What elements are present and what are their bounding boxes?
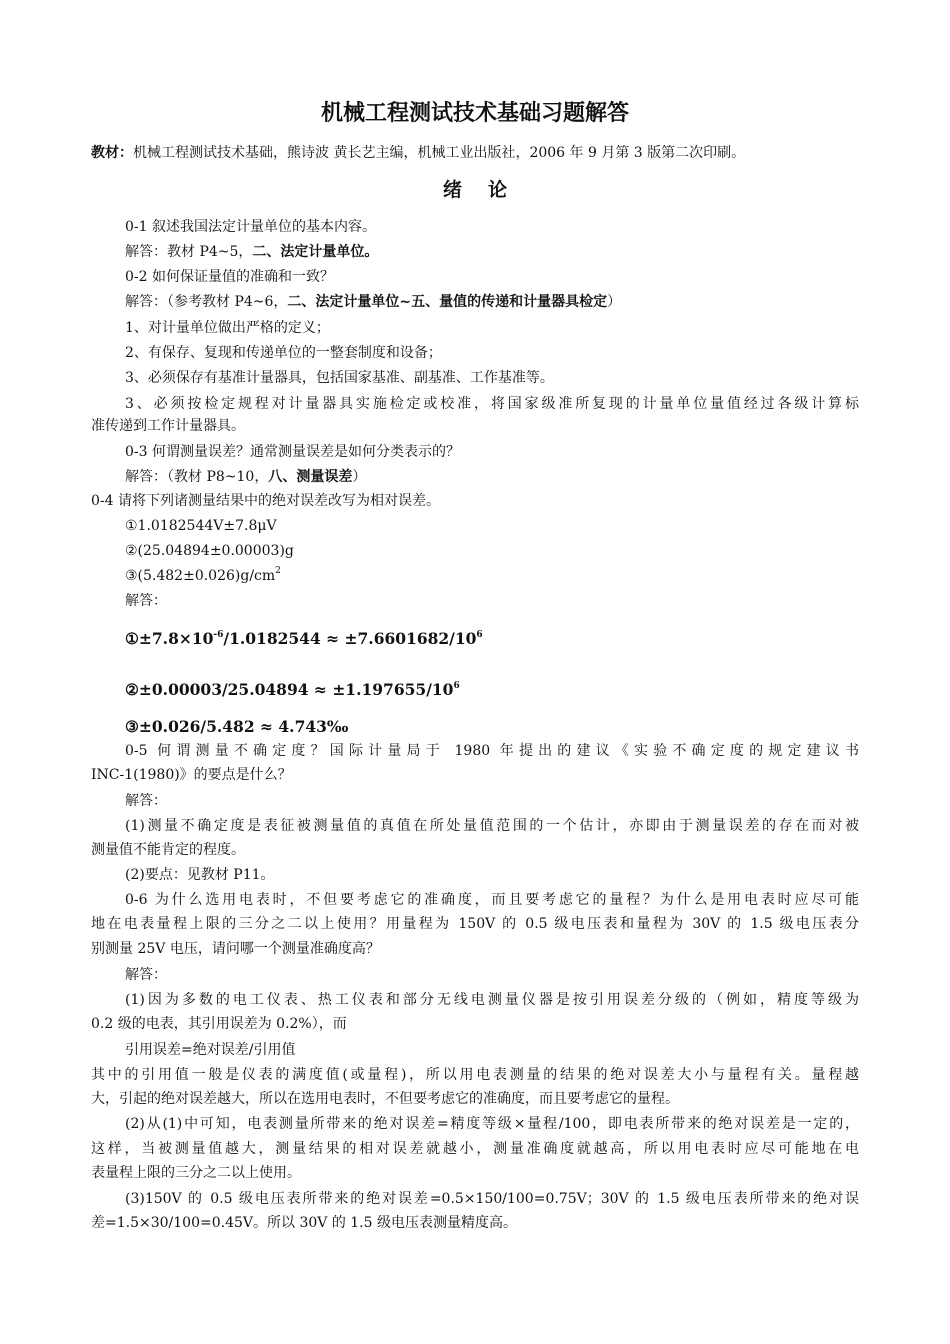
question-0-1: 0-1 叙述我国法定计量单位的基本内容。: [125, 219, 376, 235]
result-1-exponent-1: -6: [213, 629, 224, 640]
question-0-2: 0-2 如何保证量值的准确和一致？: [125, 269, 334, 285]
result-1-exponent-2: 6: [476, 629, 483, 640]
answer-0-2-item-4-line-1: 3、必须按检定规程对计量器具实施检定或校准，将国家级准所复现的计量单位量值经过各级计算标: [125, 396, 859, 412]
question-0-4-item-1: ①1.0182544V±7.8μV: [125, 518, 277, 534]
question-0-3: 0-3 何谓测量误差？通常测量误差是如何分类表示的？: [125, 444, 460, 460]
answer-0-3-prefix: 解答：（教材 P8~10，: [125, 469, 269, 485]
answer-0-3-suffix: ）: [352, 469, 367, 485]
item-3-base: ③(5.482±0.026)g/cm: [125, 568, 276, 584]
result-2-part-a: ②±0.00003/25.04894 ≈ ±1.197655/10: [125, 680, 454, 699]
answer-0-2-prefix: 解答：（参考教材 P4~6，: [125, 294, 288, 310]
answer-0-6-p2-line-1: (2)从(1)中可知，电表测量所带来的绝对误差=精度等级×量程/100，即电表所带来的绝对误差是一定的，: [125, 1116, 859, 1132]
question-0-4-item-3: [125, 566, 281, 586]
answer-0-6-p1-line-1: (1)因为多数的电工仪表、热工仪表和部分无线电测量仪器是按引用误差分级的（例如，精度等级为: [125, 992, 859, 1008]
answer-0-2-bold: 二、法定计量单位~五、量值的传递和计量器具检定: [287, 294, 608, 310]
question-0-5-line-1: 0-5 何谓测量不确定度？国际计量局于 1980 年提出的建议《实验不确定度的规定建议书: [125, 743, 859, 759]
question-0-6-line-2: 地在电表量程上限的三分之二以上使用？用量程为 150V 的 0.5 级电压表和量程为 30V 的 1.5 级电压表分: [91, 916, 859, 932]
answer-0-1-bold: 二、法定计量单位。: [252, 244, 379, 260]
answer-0-6-p1b-line-2: 大，引起的绝对误差越大，所以在选用电表时，不但要考虑它的准确度，而且要考虑它的量程。: [91, 1091, 679, 1107]
result-2-exponent: 6: [453, 680, 460, 691]
page-title: 机械工程测试技术基础习题解答: [320, 101, 629, 126]
answer-0-4-result-1: [125, 629, 483, 649]
answer-0-6-p1b-line-1: 其中的引用值一般是仪表的满度值(或量程)，所以用电表测量的结果的绝对误差大小与量程有关。量程越: [91, 1067, 859, 1083]
answer-0-2-item-4-line-2: 准传递到工作计量器具。: [91, 418, 245, 434]
answer-0-2-suffix: ）: [607, 294, 622, 310]
answer-0-1: [125, 242, 378, 262]
answer-0-3-bold: 八、测量误差: [268, 469, 353, 485]
answer-0-2-item-3: 3、必须保存有基准计量器具，包括国家基准、副基准、工作基准等。: [125, 370, 554, 386]
section-title: 绪论: [442, 179, 533, 201]
result-1-part-a: ①±7.8×10: [125, 629, 214, 648]
answer-0-6-p1-line-2: 0.2 级的电表，其引用误差为 0.2%），而: [91, 1016, 347, 1032]
answer-0-4-result-3: ③±0.026/5.482 ≈ 4.743‰: [125, 717, 349, 736]
answer-0-6-p2-line-3: 表量程上限的三分之二以上使用。: [91, 1165, 301, 1181]
result-1-part-b: /1.0182544 ≈ ±7.6601682/10: [223, 629, 477, 648]
textbook-label: 教材：: [91, 145, 133, 161]
answer-0-5-p2: (2)要点：见教材 P11。: [125, 867, 275, 883]
answer-0-4-result-2: [125, 680, 460, 700]
answer-0-1-prefix: 解答：教材 P4~5，: [125, 244, 253, 260]
answer-0-5-label: 解答：: [125, 793, 167, 809]
answer-0-6-p2-line-2: 这样，当被测量值越大，测量结果的相对误差就越小，测量准确度就越高，所以用电表时应尽可能地在电: [91, 1141, 859, 1157]
answer-0-3: [125, 467, 366, 487]
answer-0-6-label: 解答：: [125, 967, 167, 983]
answer-0-4-label: 解答：: [125, 593, 167, 609]
answer-0-2-item-2: 2、有保存、复现和传递单位的一整套制度和设备；: [125, 345, 442, 361]
question-0-4-item-2: ②(25.04894±0.00003)g: [125, 543, 294, 559]
textbook-info: [91, 143, 745, 163]
answer-0-5-p1-line-2: 测量值不能肯定的程度。: [91, 842, 245, 858]
question-0-6-line-3: 别测量 25V 电压，请问哪一个测量准确度高？: [91, 941, 380, 957]
answer-0-5-p1-line-1: (1)测量不确定度是表征被测量值的真值在所处量值范围的一个估计，亦即由于测量误差的存在而对被: [125, 818, 859, 834]
answer-0-6-p3-line-2: 差=1.5×30/100=0.45V。所以 30V 的 1.5 级电压表测量精度高。: [91, 1215, 517, 1231]
question-0-6-line-1: 0-6 为什么选用电表时，不但要考虑它的准确度，而且要考虑它的量程？为什么是用电表时应尽可能: [125, 892, 859, 908]
item-3-superscript: 2: [275, 566, 281, 577]
question-0-5-line-2: INC-1(1980)》的要点是什么？: [91, 767, 292, 783]
answer-0-2: [125, 292, 621, 312]
answer-0-6-formula: 引用误差=绝对误差/引用值: [125, 1042, 296, 1058]
answer-0-2-item-1: 1、对计量单位做出严格的定义；: [125, 320, 330, 336]
textbook-text: 机械工程测试技术基础，熊诗波 黄长艺主编，机械工业出版社，2006 年 9 月第 3 版第二次印刷。: [133, 145, 746, 161]
question-0-4: 0-4 请将下列诸测量结果中的绝对误差改写为相对误差。: [91, 493, 440, 509]
answer-0-6-p3-line-1: (3)150V 的 0.5 级电压表所带来的绝对误差=0.5×150/100=0.75V；30V 的 1.5 级电压表所带来的绝对误: [125, 1191, 859, 1207]
